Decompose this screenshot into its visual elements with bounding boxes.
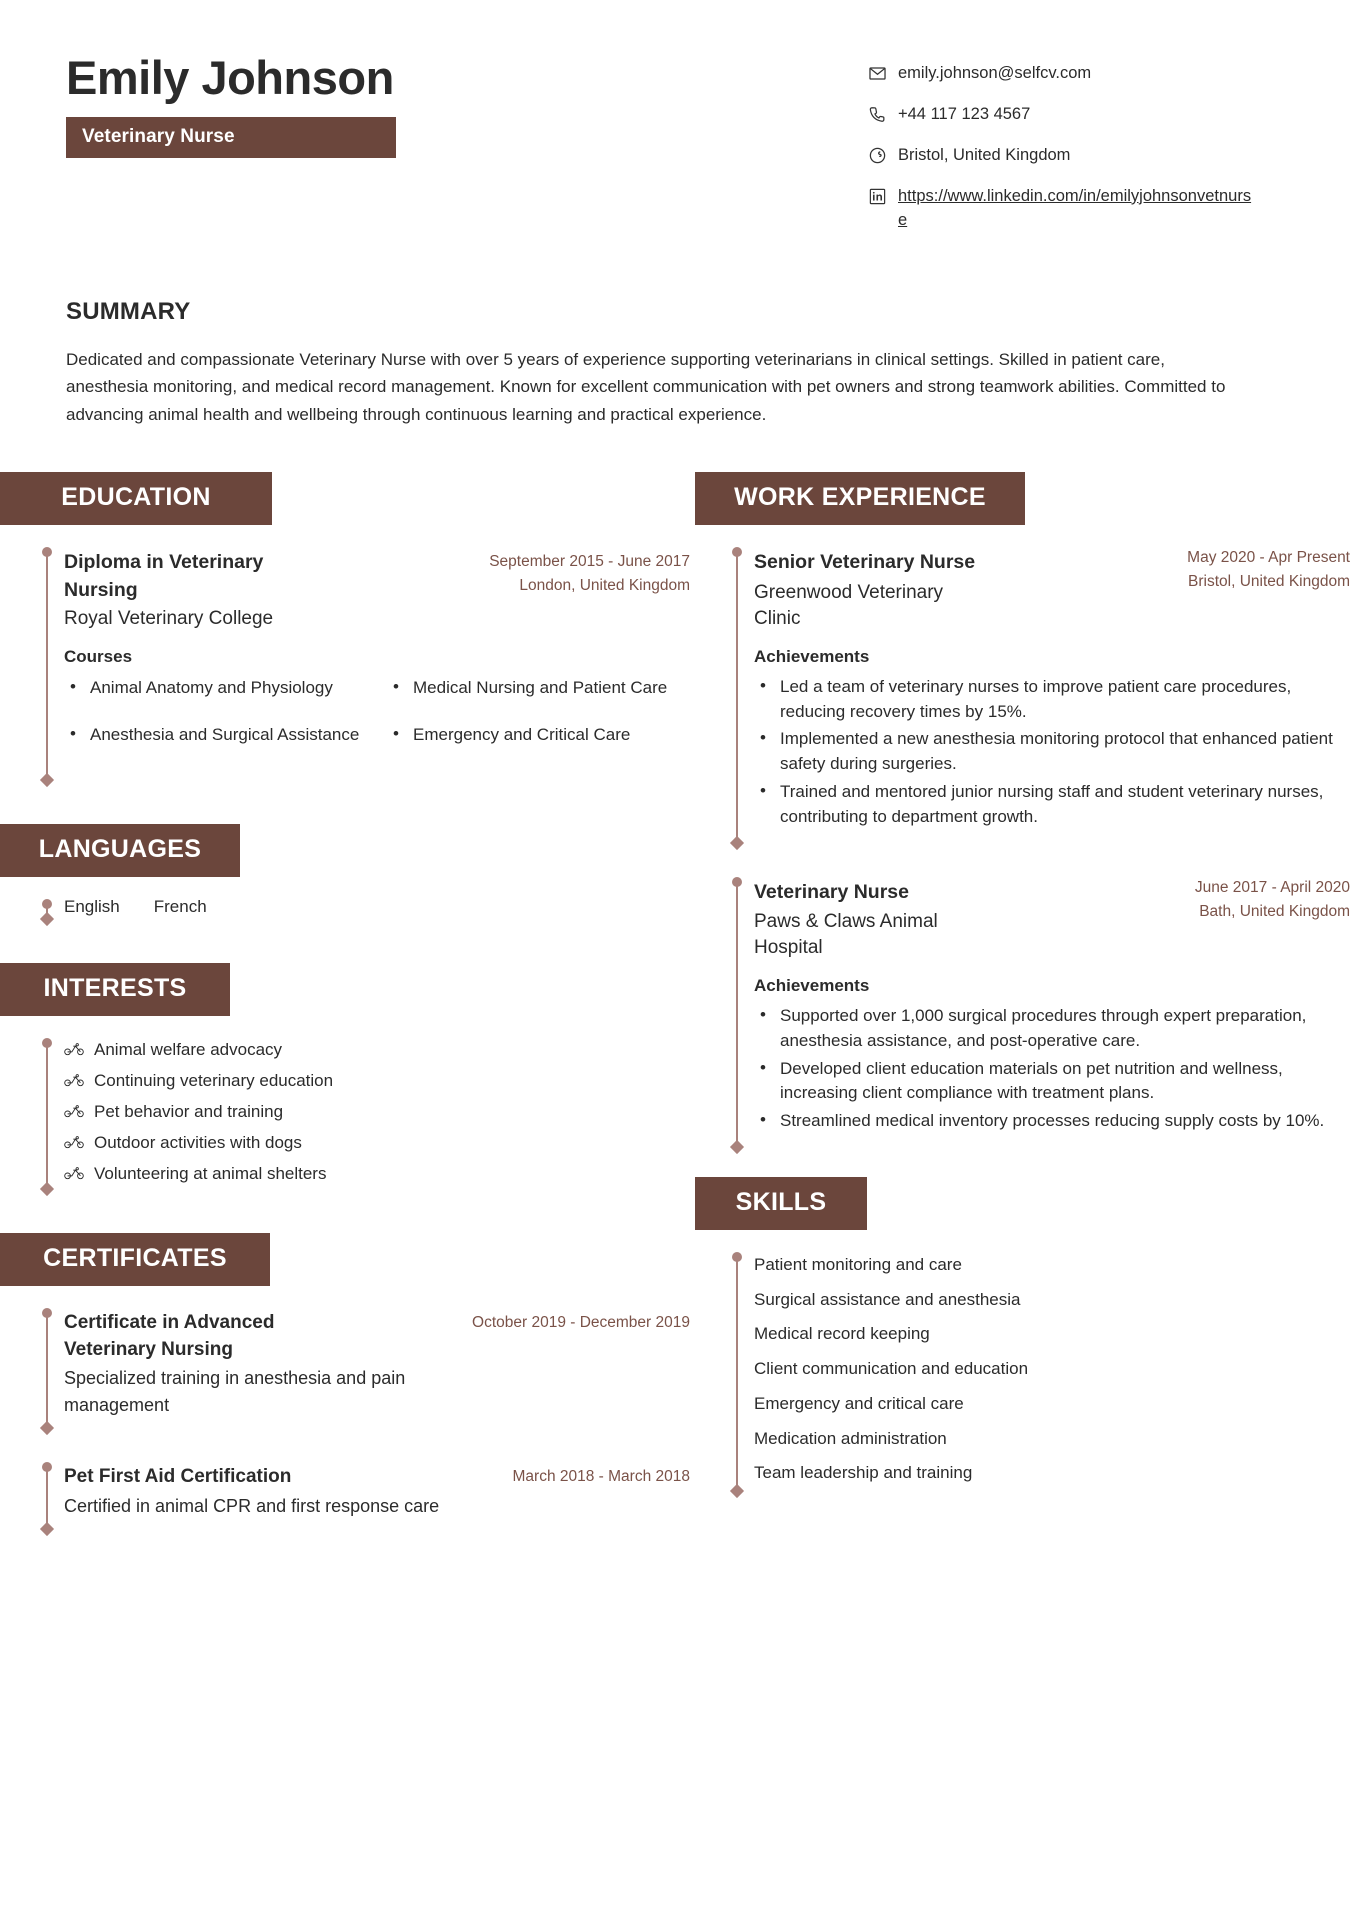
certificate-entry: [64, 1458, 690, 1529]
envelope-icon: [868, 64, 887, 83]
columns: [0, 472, 1350, 1529]
education-dates: September 2015 - June 2017: [489, 553, 690, 571]
certificate-entry: [64, 1304, 690, 1428]
achievement-item: • Developed client education materials on pet nutrition and wellness, increasing client compliance with treatment plans.: [754, 1057, 1350, 1107]
achievement-item: • Streamlined medical inventory processes reducing supply costs by 10%.: [754, 1109, 1350, 1134]
certificates-heading-text: CERTIFICATES: [43, 1243, 227, 1272]
work-location: Bristol, United Kingdom: [1188, 573, 1350, 591]
list-item: [64, 1158, 690, 1189]
timeline-dot: [732, 1252, 742, 1262]
contact-item-phone: [868, 103, 1288, 127]
timeline-dot: [42, 1038, 52, 1048]
list-item: Team leadership and training: [754, 1463, 973, 1483]
section-heading-languages: [0, 824, 240, 877]
left-column: [0, 472, 690, 1529]
education-location: London, United Kingdom: [519, 577, 690, 595]
work-timeline-2: [690, 873, 1350, 1148]
right-column: [690, 472, 1350, 1491]
certificate-description: Certified in animal CPR and first response care: [64, 1495, 440, 1516]
globe-icon: [868, 146, 887, 165]
contact-email-text: emily.johnson@selfcv.com: [898, 64, 1092, 82]
list-item: Patient monitoring and care: [754, 1255, 962, 1275]
timeline-line: [46, 1312, 48, 1422]
education-entry: [64, 543, 690, 779]
timeline-dot: [732, 877, 742, 887]
languages-heading-text: LANGUAGES: [38, 834, 202, 863]
courses-label: Courses: [64, 646, 133, 666]
list-item: Medical record keeping: [754, 1324, 930, 1344]
work-dates: May 2020 - Apr Present: [1187, 549, 1350, 567]
interests-timeline: [0, 1034, 690, 1189]
courses-column-1: [64, 675, 367, 770]
name-block: [66, 52, 396, 158]
resume-header: [0, 0, 1350, 250]
section-heading-education: [0, 472, 272, 525]
work-entry: [754, 543, 1350, 842]
interest-label: Animal welfare advocacy: [94, 1039, 283, 1059]
section-heading-work-experience: [695, 472, 1025, 525]
timeline-dot: [42, 547, 52, 557]
section-heading-certificates: [0, 1233, 270, 1286]
contact-location-text: Bristol, United Kingdom: [898, 145, 1071, 164]
work-title: Senior Veterinary Nurse: [754, 551, 976, 574]
timeline-line: [46, 1042, 48, 1183]
work-entry: [754, 873, 1350, 1148]
bicycle-icon: [64, 1042, 84, 1056]
achievements-label: Achievements: [754, 646, 870, 666]
interest-label: Volunteering at animal shelters: [94, 1163, 327, 1183]
certificate-dates: October 2019 - December 2019: [472, 1313, 690, 1331]
timeline-dot: [42, 899, 52, 909]
interest-label: Pet behavior and training: [94, 1101, 284, 1121]
contact-item-linkedin[interactable]: [868, 185, 1288, 233]
certificate-description: Specialized training in anesthesia and pain management: [64, 1368, 406, 1415]
work-achievements: [754, 675, 1350, 830]
list-item: [64, 1127, 690, 1158]
work-timeline-1: [690, 543, 1350, 842]
summary-text: Dedicated and compassionate Veterinary Nurse with over 5 years of experience supporting veterinarians in clinical settings. Skilled in patient care, anesthesia monitoring, and medical record management. Known for excellent communication with pet owners and strong teamwork abilities. Committed to advancing animal health and wellbeing through continuous learning and practical experience.: [66, 349, 1226, 424]
course-item: • Anesthesia and Surgical Assistance: [64, 722, 367, 748]
timeline-dot: [42, 1462, 52, 1472]
summary-heading: SUMMARY: [66, 297, 191, 325]
timeline-line: [46, 551, 48, 773]
achievement-item: • Trained and mentored junior nursing staff and student veterinary nurses, contributing to department growth.: [754, 780, 1350, 830]
course-item: • Animal Anatomy and Physiology: [64, 675, 367, 701]
timeline-dot: [732, 547, 742, 557]
section-heading-skills: [695, 1177, 867, 1230]
bicycle-icon: [64, 1104, 84, 1118]
phone-icon: [868, 105, 887, 124]
list-item: Medication administration: [754, 1428, 947, 1448]
list-item: [64, 1096, 690, 1127]
course-item: • Medical Nursing and Patient Care: [387, 675, 690, 701]
course-item: • Emergency and Critical Care: [387, 722, 690, 748]
work-location: Bath, United Kingdom: [1199, 902, 1350, 920]
contact-item-location: [868, 144, 1288, 168]
contact-item-email: [868, 62, 1288, 86]
work-title: Veterinary Nurse: [754, 880, 910, 903]
timeline-dot: [42, 1308, 52, 1318]
courses-column-2: [387, 675, 690, 770]
interests-heading-text: INTERESTS: [43, 973, 187, 1002]
skills-heading-text: SKILLS: [735, 1188, 827, 1217]
timeline-line: [736, 881, 738, 1142]
timeline-line: [736, 551, 738, 836]
interest-label: Outdoor activities with dogs: [94, 1132, 302, 1152]
contact-list: [868, 52, 1288, 250]
language-item: English: [64, 896, 120, 916]
education-degree: Diploma in Veterinary Nursing: [64, 551, 264, 601]
section-heading-interests: [0, 963, 230, 1016]
courses-columns: [64, 675, 690, 770]
bicycle-icon: [64, 1073, 84, 1087]
languages-list: [64, 895, 690, 919]
achievement-item: • Led a team of veterinary nurses to improve patient care procedures, reducing recovery times by 15%.: [754, 675, 1350, 725]
achievements-label: Achievements: [754, 976, 870, 996]
list-item: [64, 1034, 690, 1065]
skills-timeline: [690, 1248, 1350, 1491]
list-item: Client communication and education: [754, 1359, 1029, 1379]
bicycle-icon: [64, 1166, 84, 1180]
summary-section: [0, 250, 1350, 429]
linkedin-icon: [868, 187, 887, 206]
list-item: Emergency and critical care: [754, 1393, 964, 1413]
timeline-line: [46, 1466, 48, 1523]
education-school: Royal Veterinary College: [64, 607, 274, 629]
role-banner: Veterinary Nurse: [66, 117, 396, 158]
achievement-item: • Implemented a new anesthesia monitoring protocol that enhanced patient safety during surgeries.: [754, 727, 1350, 777]
languages-timeline: [0, 895, 690, 919]
language-item: French: [153, 896, 207, 916]
timeline-line: [736, 1256, 738, 1485]
education-heading-text: EDUCATION: [61, 483, 211, 512]
work-company: Paws & Claws Animal Hospital: [754, 910, 938, 959]
bicycle-icon: [64, 1135, 84, 1149]
certificate-dates: March 2018 - March 2018: [512, 1467, 690, 1485]
certificate-timeline-2: [0, 1458, 690, 1529]
interest-label: Continuing veterinary education: [94, 1070, 334, 1090]
page-title: Emily Johnson: [66, 51, 394, 104]
work-heading-text: WORK EXPERIENCE: [734, 483, 986, 512]
work-company: Greenwood Veterinary Clinic: [754, 581, 944, 630]
contact-phone-text: +44 117 123 4567: [898, 104, 1031, 123]
work-achievements: [754, 1004, 1350, 1134]
list-item: Surgical assistance and anesthesia: [754, 1289, 1021, 1309]
contact-linkedin-link[interactable]: https://www.linkedin.com/in/emilyjohnsonvetnurse: [898, 186, 1252, 229]
certificate-title: Pet First Aid Certification: [64, 1465, 292, 1487]
achievement-item: • Supported over 1,000 surgical procedures through expert preparation, anesthesia assistance, and post-operative care.: [754, 1004, 1350, 1054]
work-dates: June 2017 - April 2020: [1194, 878, 1350, 896]
list-item: [64, 1065, 690, 1096]
education-timeline: [0, 543, 690, 779]
certificate-timeline-1: [0, 1304, 690, 1428]
certificate-title: Certificate in Advanced Veterinary Nursing: [64, 1311, 275, 1360]
